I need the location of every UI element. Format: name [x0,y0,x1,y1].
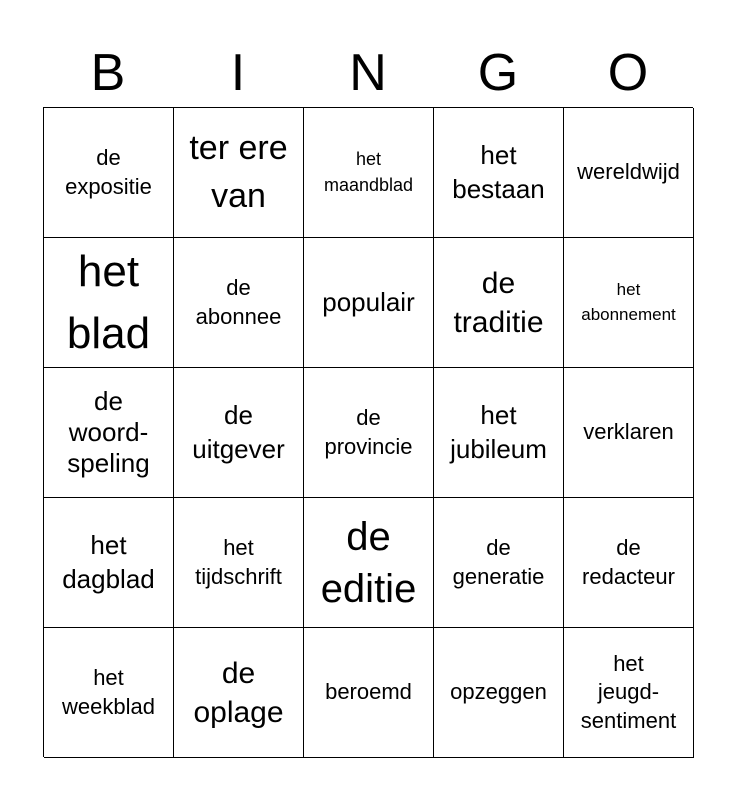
cell-word: de editie [320,514,417,611]
bingo-cell-r5-c5[interactable] [564,628,694,758]
bingo-cell-r3-c1[interactable] [44,368,174,498]
header-letter-i: I [230,44,246,102]
bingo-cell-r5-c2[interactable] [174,628,304,758]
cell-word: het weekblad [62,664,155,719]
cell-word: de generatie [452,534,545,589]
bingo-cell-r5-c3[interactable] [304,628,434,758]
bingo-cell-r3-c5[interactable] [564,368,694,498]
cell-word: het jubileum [450,399,547,464]
bingo-cell-r3-c4[interactable] [434,368,564,498]
cell-word: het maandblad [323,149,414,195]
cell-word: de oplage [193,656,284,729]
cell-word: de woord- speling [67,385,150,479]
cell-word: de redacteur [582,534,675,589]
header-letter-o: O [607,44,649,102]
bingo-card-grid [43,107,693,757]
cell-word: het blad [66,246,151,358]
bingo-cell-r2-c4[interactable] [434,238,564,368]
cell-word: wereldwijd [577,159,680,185]
bingo-cell-r1-c2[interactable] [174,108,304,238]
bingo-cell-r4-c4[interactable] [434,498,564,628]
cell-word: ter ere van [189,128,288,215]
cell-word: beroemd [325,679,412,705]
header-letter-b: B [90,44,126,102]
header-letter-g: G [477,44,519,102]
bingo-cell-r4-c5[interactable] [564,498,694,628]
bingo-cell-r4-c2[interactable] [174,498,304,628]
bingo-cell-r5-c1[interactable] [44,628,174,758]
bingo-cell-r4-c1[interactable] [44,498,174,628]
cell-word: de expositie [65,144,152,199]
bingo-cell-r5-c4[interactable] [434,628,564,758]
cell-word: de provincie [324,404,413,459]
cell-word: populair [322,286,415,317]
bingo-cell-r1-c5[interactable] [564,108,694,238]
cell-word: de traditie [453,266,544,339]
bingo-cell-r2-c2[interactable] [174,238,304,368]
bingo-cell-r1-c1[interactable] [44,108,174,238]
header-letter-n: N [349,44,387,102]
cell-word: het tijdschrift [195,534,282,589]
bingo-cell-r2-c3[interactable] [304,238,434,368]
cell-word: de uitgever [192,399,285,464]
bingo-cell-r2-c5[interactable] [564,238,694,368]
cell-word: het jeugd- sentiment [580,650,677,733]
bingo-cell-r3-c3[interactable] [304,368,434,498]
bingo-cell-r3-c2[interactable] [174,368,304,498]
bingo-cell-r1-c4[interactable] [434,108,564,238]
cell-word: de abonnee [195,274,282,329]
cell-word: opzeggen [450,679,547,705]
bingo-header [43,40,693,106]
bingo-cell-r2-c1[interactable] [44,238,174,368]
cell-word: het dagblad [62,529,155,594]
cell-word: het bestaan [452,139,545,204]
bingo-cell-r1-c3[interactable] [304,108,434,238]
bingo-cell-r4-c3[interactable] [304,498,434,628]
cell-word: het abonnement [581,279,676,324]
cell-word: verklaren [583,419,674,445]
